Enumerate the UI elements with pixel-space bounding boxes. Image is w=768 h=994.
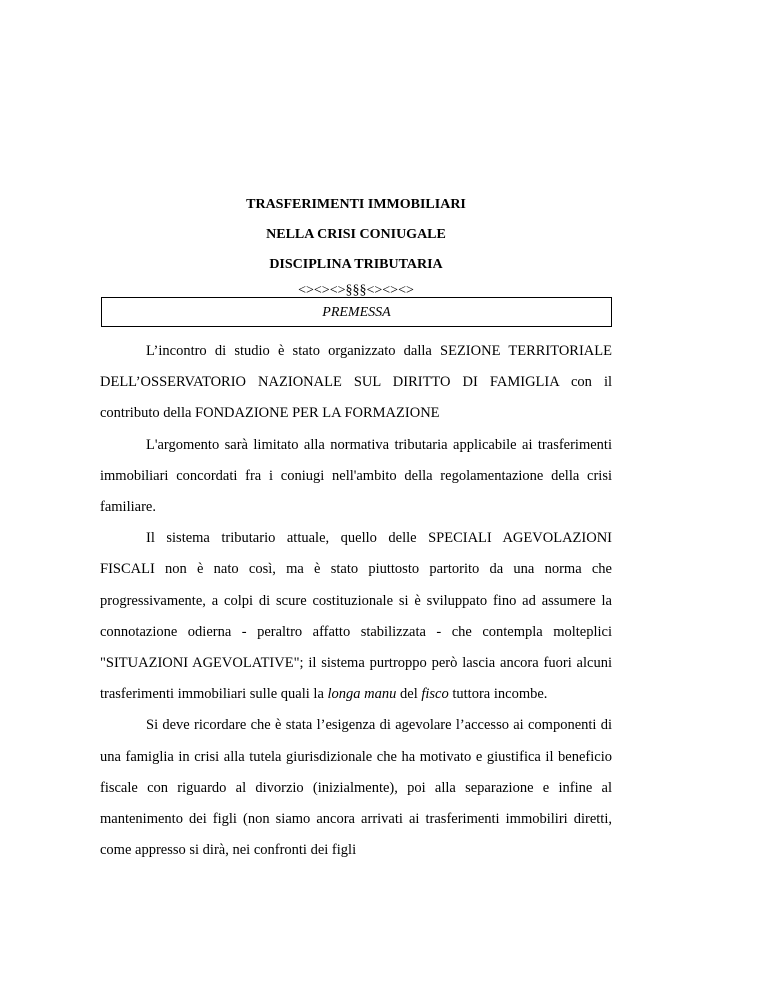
paragraph-4: Si deve ricordare che è stata l’esigenza di agevolare l’accesso ai componenti di una famiglia in crisi alla tutela giurisdizionale che ha motivato e giustifica il beneficio fiscale con riguardo al divorzio (inizialmente), poi alla separazione e infine al mantenimento dei figli (non siamo ancora arrivati ai trasferimenti immobiliri diretti, come appresso si dirà, nei confronti dei figli	[100, 717, 612, 859]
italic-fisco: fisco	[421, 686, 449, 703]
title-block	[100, 190, 612, 302]
section-heading: PREMESSA	[322, 305, 391, 320]
title-line-3: DISCIPLINA TRIBUTARIA	[269, 257, 443, 272]
paragraph-1: L’incontro di studio è stato organizzato dalla SEZIONE TERRITORIALE DELL’OSSERVATORIO NAZIONALE SUL DIRITTO DI FAMIGLIA con il contributo della FONDAZIONE PER LA FORMAZIONE	[100, 343, 612, 422]
paragraph-3-text-b: del	[396, 686, 422, 703]
paragraph-3	[100, 523, 612, 710]
title-line-1: TRASFERIMENTI IMMOBILIARI	[246, 197, 466, 212]
paragraph-3-text-c: tuttora incombe.	[448, 686, 548, 703]
paragraph-2: L'argomento sarà limitato alla normativa tributaria applicabile ai trasferimenti immobiliari concordati fra i coniugi nell'ambito della regolamentazione della crisi familiare.	[100, 436, 612, 516]
italic-longa-manu: longa manu	[327, 686, 397, 703]
ornament-divider: <><><>§§§<><><>	[298, 283, 414, 298]
section-heading-box	[101, 297, 612, 327]
title-line-2: NELLA CRISI CONIUGALE	[266, 227, 446, 242]
body-text	[100, 336, 612, 866]
paragraph-3-text-a: Il sistema tributario attuale, quello delle SPECIALI AGEVOLAZIONI FISCALI non è nato così, ma è stato piuttosto partorito da una norma che progressivamente, a colpi di scure costituzionale si è sviluppato fino ad assumere la connotazione odierna - peraltro affatto stabilizzata - che contempla molteplici "SITUAZIONI AGEVOLATIVE"; il sistema purtroppo però lascia ancora fuori alcuni trasferimenti immobiliari sulle quali la	[100, 530, 612, 703]
